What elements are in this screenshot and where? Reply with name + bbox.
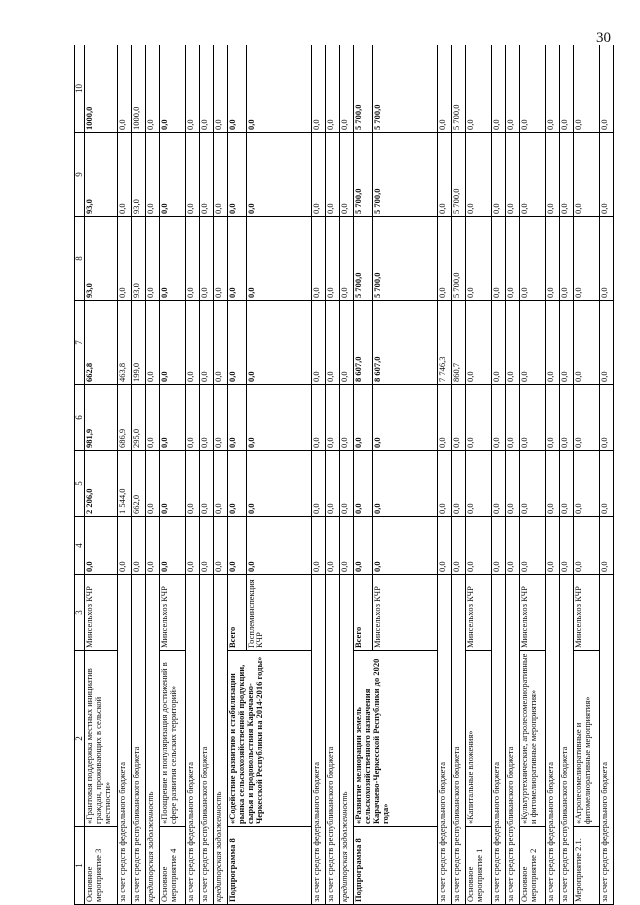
value-cell: 0,0 — [438, 133, 452, 217]
funding-source-label: за счет средств республиканского бюджета — [560, 575, 574, 905]
value-cell: 0,0 — [452, 517, 466, 575]
value-cell: 0,0 — [574, 517, 600, 575]
table-row — [145, 45, 159, 905]
value-cell: 0,0 — [599, 217, 613, 301]
activity-code: Мероприятие 2.1. — [574, 827, 600, 905]
value-cell: 0,0 — [574, 301, 600, 385]
value-cell: 0,0 — [340, 517, 354, 575]
value-cell: 0,0 — [213, 301, 227, 385]
value-cell: 0,0 — [185, 133, 199, 217]
value-cell: 0,0 — [492, 301, 506, 385]
value-cell: 0,0 — [145, 45, 159, 133]
value-cell: 0,0 — [199, 517, 213, 575]
value-cell: 0,0 — [354, 451, 373, 517]
value-cell: 0,0 — [438, 385, 452, 451]
value-cell: 0,0 — [117, 133, 131, 217]
value-cell: 0,0 — [546, 517, 560, 575]
value-cell: 0,0 — [466, 133, 492, 217]
value-cell: 0,0 — [466, 217, 492, 301]
value-cell: 0,0 — [131, 517, 145, 575]
funding-source-label: за счет средств федерального бюджета — [185, 575, 199, 905]
value-cell: 0,0 — [312, 301, 326, 385]
value-cell: 5 700,0 — [354, 45, 373, 133]
value-cell: 463,8 — [117, 301, 131, 385]
value-cell: 0,0 — [492, 385, 506, 451]
funding-source-label: за счет средств республиканского бюджета — [326, 575, 340, 905]
value-cell: 0,0 — [246, 385, 312, 451]
value-cell: 0,0 — [246, 217, 312, 301]
value-cell: 0,0 — [520, 133, 546, 217]
value-cell: 0,0 — [574, 451, 600, 517]
value-cell: 0,0 — [199, 451, 213, 517]
value-cell: 0,0 — [117, 45, 131, 133]
column-header: 3 — [75, 575, 85, 651]
value-cell: 0,0 — [560, 217, 574, 301]
value-cell: 0,0 — [199, 301, 213, 385]
activity-code: Основное мероприятие 4 — [160, 827, 186, 905]
executor-name: Минсельхоз КЧР — [85, 575, 117, 651]
value-cell: 0,0 — [466, 385, 492, 451]
value-cell: 981,9 — [85, 385, 117, 451]
column-header: 1 — [75, 827, 85, 905]
value-cell: 0,0 — [506, 301, 520, 385]
value-cell: 0,0 — [145, 133, 159, 217]
value-cell: 0,0 — [560, 133, 574, 217]
value-cell: 0,0 — [312, 217, 326, 301]
value-cell: 0,0 — [599, 301, 613, 385]
value-cell: 0,0 — [160, 301, 186, 385]
value-cell: 0,0 — [466, 301, 492, 385]
value-cell: 0,0 — [340, 217, 354, 301]
activity-title: «Поощрение и популяризация достижений в сфере развития сельских территорий» — [160, 651, 186, 827]
value-cell: 0,0 — [185, 385, 199, 451]
funding-source-label: за счет средств федерального бюджета — [438, 575, 452, 905]
value-cell: 0,0 — [546, 217, 560, 301]
value-cell: 295,0 — [131, 385, 145, 451]
table-row — [117, 45, 131, 905]
activity-title: «Агролесомелиоративные и фитомелиоративные мероприятия» — [574, 651, 600, 827]
table-row — [160, 45, 186, 905]
table-row — [438, 45, 452, 905]
column-header: 4 — [75, 517, 85, 575]
value-cell: 0,0 — [199, 385, 213, 451]
value-cell: 5 700,0 — [354, 133, 373, 217]
value-cell: 0,0 — [227, 133, 246, 217]
value-cell: 0,0 — [340, 451, 354, 517]
funding-source-label: кредиторская задолженность — [213, 575, 227, 905]
value-cell: 0,0 — [85, 517, 117, 575]
table-row — [312, 45, 326, 905]
column-header: 8 — [75, 217, 85, 301]
table-row — [354, 45, 373, 905]
value-cell: 0,0 — [520, 45, 546, 133]
value-cell: 0,0 — [199, 45, 213, 133]
value-cell: 0,0 — [520, 301, 546, 385]
value-cell: 0,0 — [520, 517, 546, 575]
value-cell: 0,0 — [213, 45, 227, 133]
value-cell: 0,0 — [213, 385, 227, 451]
value-cell: 0,0 — [199, 217, 213, 301]
value-cell: 686,9 — [117, 385, 131, 451]
value-cell: 0,0 — [438, 517, 452, 575]
column-header: 10 — [75, 45, 85, 133]
value-cell: 0,0 — [492, 217, 506, 301]
value-cell: 0,0 — [199, 133, 213, 217]
value-cell: 0,0 — [227, 45, 246, 133]
activity-title: «Капитальные вложения» — [466, 651, 492, 827]
value-cell: 0,0 — [326, 45, 340, 133]
value-cell: 0,0 — [506, 385, 520, 451]
value-cell: 0,0 — [599, 385, 613, 451]
executor-name: Госплеминспекция КЧР — [246, 575, 312, 651]
table-row — [546, 45, 560, 905]
funding-source-label: за счет средств республиканского бюджета — [131, 575, 145, 905]
value-cell: 0,0 — [213, 217, 227, 301]
page-number: 30 — [596, 30, 611, 46]
executor-name: Минсельхоз КЧР — [574, 575, 600, 651]
value-cell: 0,0 — [160, 517, 186, 575]
table-row — [199, 45, 213, 905]
value-cell: 93,0 — [85, 217, 117, 301]
value-cell: 0,0 — [160, 451, 186, 517]
value-cell: 0,0 — [546, 385, 560, 451]
value-cell: 0,0 — [326, 133, 340, 217]
executor-name: Минсельхоз КЧР — [372, 575, 438, 651]
activity-title: «Культуртехнические, агролесомелиоративные и фитомелиоративные мероприятия» — [520, 651, 546, 827]
value-cell: 0,0 — [185, 451, 199, 517]
value-cell: 0,0 — [506, 45, 520, 133]
program-code: Подпрограмма 8 — [354, 827, 438, 905]
value-cell: 0,0 — [599, 45, 613, 133]
value-cell: 0,0 — [372, 385, 438, 451]
funding-source-label: за счет средств федерального бюджета — [117, 575, 131, 905]
value-cell: 0,0 — [246, 451, 312, 517]
table-row — [227, 45, 246, 905]
value-cell: 0,0 — [560, 385, 574, 451]
activity-code: Основное мероприятие 1 — [466, 827, 492, 905]
column-header: 9 — [75, 133, 85, 217]
table-row — [560, 45, 574, 905]
value-cell: 0,0 — [520, 385, 546, 451]
value-cell: 0,0 — [160, 217, 186, 301]
value-cell: 0,0 — [599, 133, 613, 217]
table-row — [213, 45, 227, 905]
value-cell: 0,0 — [466, 45, 492, 133]
table-row — [574, 45, 600, 905]
value-cell: 0,0 — [246, 301, 312, 385]
value-cell: 0,0 — [492, 45, 506, 133]
value-cell: 0,0 — [145, 301, 159, 385]
value-cell: 1000,0 — [85, 45, 117, 133]
value-cell: 0,0 — [213, 133, 227, 217]
value-cell: 0,0 — [354, 517, 373, 575]
value-cell: 199,0 — [131, 301, 145, 385]
value-cell: 662,8 — [85, 301, 117, 385]
value-cell: 0,0 — [117, 217, 131, 301]
budget-table — [74, 45, 614, 905]
value-cell: 0,0 — [185, 45, 199, 133]
value-cell: 662,0 — [131, 451, 145, 517]
table-row — [85, 45, 117, 905]
value-cell: 0,0 — [372, 517, 438, 575]
value-cell: 0,0 — [340, 301, 354, 385]
value-cell: 0,0 — [117, 517, 131, 575]
value-cell: 0,0 — [185, 517, 199, 575]
value-cell: 0,0 — [492, 451, 506, 517]
table-container — [74, 45, 614, 905]
value-cell: 93,0 — [85, 133, 117, 217]
value-cell: 0,0 — [546, 133, 560, 217]
value-cell: 0,0 — [452, 385, 466, 451]
value-cell: 0,0 — [506, 133, 520, 217]
value-cell: 0,0 — [312, 133, 326, 217]
value-cell: 7 746,3 — [438, 301, 452, 385]
program-code: Подпрограмма 8 — [227, 827, 311, 905]
value-cell: 0,0 — [227, 301, 246, 385]
funding-source-label: за счет средств республиканского бюджета — [452, 575, 466, 905]
executor-name: Минсельхоз КЧР — [520, 575, 546, 651]
activity-code: Основное мероприятие 2 — [520, 827, 546, 905]
value-cell: 1 544,0 — [117, 451, 131, 517]
table-header-row — [75, 45, 85, 905]
value-cell: 0,0 — [145, 217, 159, 301]
funding-source-label: за счет средств федерального бюджета — [599, 575, 613, 905]
value-cell: 0,0 — [492, 517, 506, 575]
value-cell: 0,0 — [213, 517, 227, 575]
value-cell: 5 700,0 — [452, 217, 466, 301]
value-cell: 8 607,0 — [372, 301, 438, 385]
value-cell: 5 700,0 — [452, 133, 466, 217]
value-cell: 8 607,0 — [354, 301, 373, 385]
value-cell: 0,0 — [546, 45, 560, 133]
funding-source-label: за счет средств республиканского бюджета — [199, 575, 213, 905]
table-row — [599, 45, 613, 905]
value-cell: 2 206,0 — [85, 451, 117, 517]
table-row — [131, 45, 145, 905]
value-cell: 0,0 — [520, 217, 546, 301]
value-cell: 0,0 — [340, 385, 354, 451]
value-cell: 0,0 — [599, 451, 613, 517]
rotated-table-frame — [74, 45, 614, 905]
value-cell: 0,0 — [466, 517, 492, 575]
executor-name: Минсельхоз КЧР — [466, 575, 492, 651]
value-cell: 0,0 — [145, 385, 159, 451]
value-cell: 0,0 — [312, 385, 326, 451]
value-cell: 0,0 — [145, 451, 159, 517]
value-cell: 5 700,0 — [354, 217, 373, 301]
value-cell: 5 700,0 — [452, 45, 466, 133]
column-header: 6 — [75, 385, 85, 451]
value-cell: 0,0 — [246, 517, 312, 575]
value-cell: 0,0 — [546, 451, 560, 517]
value-cell: 0,0 — [213, 451, 227, 517]
value-cell: 0,0 — [340, 45, 354, 133]
value-cell: 0,0 — [372, 451, 438, 517]
value-cell: 5 700,0 — [372, 45, 438, 133]
value-cell: 0,0 — [492, 133, 506, 217]
table-row — [452, 45, 466, 905]
value-cell: 0,0 — [227, 451, 246, 517]
funding-source-label: кредиторская задолженность — [145, 575, 159, 905]
value-cell: 0,0 — [145, 517, 159, 575]
table-row — [492, 45, 506, 905]
value-cell: 0,0 — [326, 451, 340, 517]
program-title: «Развитие мелиорации земель сельскохозяйственного назначения Карачаево-Черкесской Республики до 2020 года» — [354, 651, 438, 827]
executor-total: Всего — [227, 575, 246, 651]
table-row — [340, 45, 354, 905]
executor-name: Минсельхоз КЧР — [160, 575, 186, 651]
value-cell: 0,0 — [560, 301, 574, 385]
value-cell: 0,0 — [506, 517, 520, 575]
table-row — [326, 45, 340, 905]
table-row — [506, 45, 520, 905]
table-body — [85, 45, 614, 905]
value-cell: 0,0 — [520, 451, 546, 517]
value-cell: 0,0 — [246, 45, 312, 133]
table-row — [520, 45, 546, 905]
value-cell: 0,0 — [326, 301, 340, 385]
value-cell: 0,0 — [312, 45, 326, 133]
value-cell: 5 700,0 — [372, 133, 438, 217]
value-cell: 0,0 — [227, 217, 246, 301]
value-cell: 0,0 — [160, 385, 186, 451]
value-cell: 0,0 — [185, 217, 199, 301]
funding-source-label: за счет средств федерального бюджета — [312, 575, 326, 905]
value-cell: 0,0 — [326, 517, 340, 575]
value-cell: 0,0 — [506, 451, 520, 517]
value-cell: 93,0 — [131, 217, 145, 301]
executor-total: Всего — [354, 575, 373, 651]
value-cell: 0,0 — [466, 451, 492, 517]
value-cell: 0,0 — [599, 517, 613, 575]
column-header: 2 — [75, 651, 85, 827]
activity-title: «Грантовая поддержка местных инициатив граждан, проживающих в сельской местности» — [85, 651, 117, 827]
value-cell: 0,0 — [574, 45, 600, 133]
value-cell: 0,0 — [560, 517, 574, 575]
value-cell: 860,7 — [452, 301, 466, 385]
value-cell: 0,0 — [574, 133, 600, 217]
value-cell: 0,0 — [354, 385, 373, 451]
funding-source-label: за счет средств федерального бюджета — [546, 575, 560, 905]
value-cell: 0,0 — [438, 217, 452, 301]
value-cell: 0,0 — [326, 217, 340, 301]
value-cell: 0,0 — [546, 301, 560, 385]
column-header: 5 — [75, 451, 85, 517]
funding-source-label: за счет средств федерального бюджета — [492, 575, 506, 905]
value-cell: 93,0 — [131, 133, 145, 217]
value-cell: 0,0 — [560, 451, 574, 517]
value-cell: 5 700,0 — [372, 217, 438, 301]
value-cell: 0,0 — [574, 385, 600, 451]
table-row — [466, 45, 492, 905]
activity-code: Основное мероприятие 3 — [85, 827, 117, 905]
program-title: «Содействие развитию и стабилизации рынка сельскохозяйственной продукции, сырья и продовольствия Карачаево-Черкесской Республики на 2014-2016 годы» — [227, 651, 311, 827]
value-cell: 0,0 — [326, 385, 340, 451]
value-cell: 0,0 — [506, 217, 520, 301]
value-cell: 0,0 — [160, 133, 186, 217]
value-cell: 0,0 — [438, 451, 452, 517]
funding-source-label: кредиторская задолженность — [340, 575, 354, 905]
value-cell: 0,0 — [574, 217, 600, 301]
value-cell: 0,0 — [438, 45, 452, 133]
value-cell: 0,0 — [227, 517, 246, 575]
value-cell: 1000,0 — [131, 45, 145, 133]
value-cell: 0,0 — [312, 517, 326, 575]
column-header: 7 — [75, 301, 85, 385]
value-cell: 0,0 — [227, 385, 246, 451]
funding-source-label: за счет средств республиканского бюджета — [506, 575, 520, 905]
value-cell: 0,0 — [246, 133, 312, 217]
value-cell: 0,0 — [160, 45, 186, 133]
value-cell: 0,0 — [560, 45, 574, 133]
value-cell: 0,0 — [312, 451, 326, 517]
value-cell: 0,0 — [185, 301, 199, 385]
value-cell: 0,0 — [340, 133, 354, 217]
table-row — [185, 45, 199, 905]
value-cell: 0,0 — [452, 451, 466, 517]
